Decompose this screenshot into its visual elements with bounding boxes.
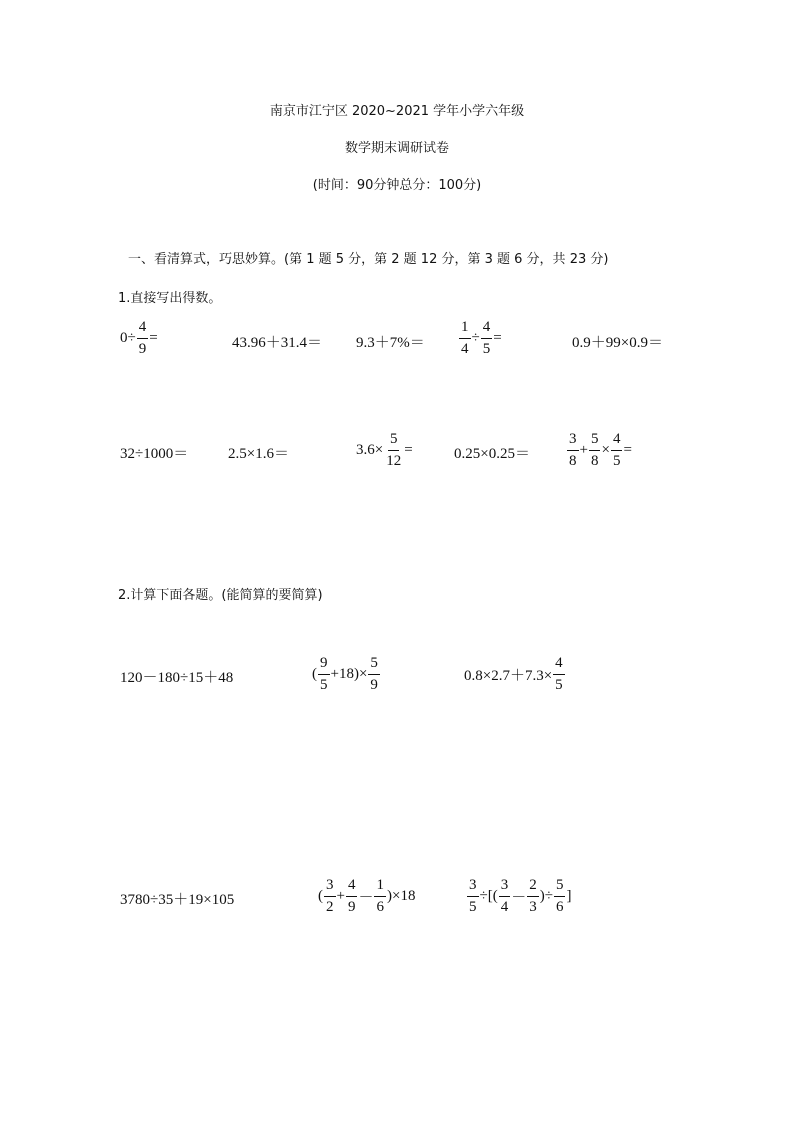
fraction: $\frac{4}{9}$ — [138, 319, 147, 357]
fraction: $\frac{5}{8}$ — [590, 431, 599, 469]
fraction: $\frac{5}{12}$ — [386, 431, 402, 469]
q1-expr-4: $\frac{1}{4}$ ÷ $\frac{4}{5}$ = — [461, 319, 502, 357]
fraction: $\frac{5}{6}$ — [555, 877, 564, 915]
q1-expr-1: 0÷ $\frac{4}{9}$ = — [120, 319, 158, 357]
q1-expr-6: 32÷1000＝ — [120, 446, 189, 462]
q1-expr-8: 3.6× $\frac{5}{12}$ = — [356, 431, 413, 469]
fraction: $\frac{3}{4}$ — [500, 877, 509, 915]
fraction: $\frac{4}{9}$ — [347, 877, 356, 915]
exam-time-score: (时间：90分钟总分：100分) — [312, 178, 482, 193]
fraction: $\frac{4}{5}$ — [612, 431, 621, 469]
q1-expr-2: 43.96＋31.4＝ — [232, 335, 323, 351]
fraction: $\frac{2}{3}$ — [529, 877, 537, 915]
section1-heading: 一、看清算式，巧思妙算。(第 1 题 5 分，第 2 题 12 分，第 3 题 6 分，共 23 分) — [128, 252, 609, 267]
q1-expr-10: $\frac{3}{8}$ + $\frac{5}{8}$ × $\frac{4}{5}$ = — [569, 431, 632, 469]
fraction: $\frac{3}{8}$ — [569, 431, 577, 469]
fraction: $\frac{4}{5}$ — [482, 319, 491, 357]
fraction: $\frac{1}{4}$ — [461, 319, 469, 357]
q1-expr-3: 9.3＋7%＝ — [356, 335, 425, 351]
q2-expr-3: 0.8×2.7＋7.3× $\frac{4}{5}$ — [464, 655, 563, 693]
q1-title: 1.直接写出得数。 — [118, 291, 222, 306]
q2-expr-5: ( $\frac{3}{2}$ + $\frac{4}{9}$ － $\frac{1}{6}$ )×18 — [318, 877, 416, 915]
q2-expr-6: $\frac{3}{5}$ ÷[( $\frac{3}{4}$ － $\frac{2}{3}$ )÷ $\frac{5}{6}$ ] — [469, 877, 572, 915]
fraction: $\frac{4}{5}$ — [555, 655, 563, 693]
fraction: $\frac{9}{5}$ — [320, 655, 328, 693]
q2-expr-1: 120－180÷15＋48 — [120, 670, 234, 686]
fraction: $\frac{5}{9}$ — [370, 655, 378, 693]
q1-expr-9: 0.25×0.25＝ — [454, 446, 530, 462]
exam-title-line1: 南京市江宁区 2020~2021 学年小学六年级 — [269, 104, 525, 119]
q1-expr-7: 2.5×1.6＝ — [228, 446, 289, 462]
q2-expr-2: ( $\frac{9}{5}$ +18)× $\frac{5}{9}$ — [312, 655, 378, 693]
fraction: $\frac{3}{2}$ — [326, 877, 334, 915]
q1-expr-5: 0.9＋99×0.9＝ — [572, 335, 663, 351]
q2-title: 2.计算下面各题。(能简算的要简算) — [118, 588, 323, 603]
fraction: $\frac{3}{5}$ — [469, 877, 477, 915]
fraction: $\frac{1}{6}$ — [376, 877, 384, 915]
q2-expr-4: 3780÷35＋19×105 — [120, 892, 235, 908]
exam-title-line2: 数学期末调研试卷 — [344, 141, 449, 156]
